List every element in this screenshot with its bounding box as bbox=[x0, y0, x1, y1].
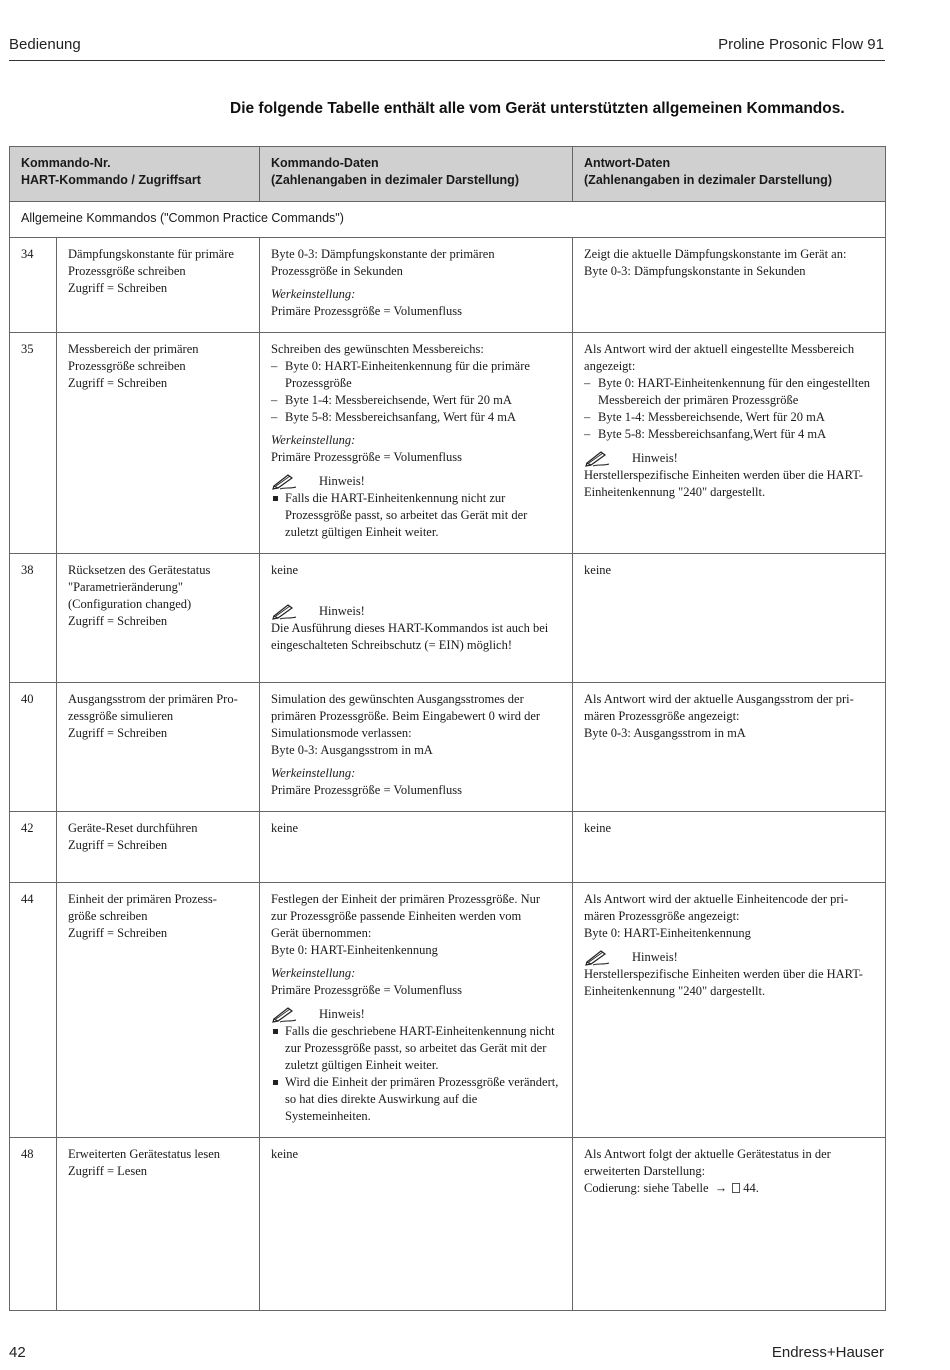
header-product-title: Proline Prosonic Flow 91 bbox=[718, 36, 884, 53]
text-line: mären Prozessgröße angezeigt: bbox=[584, 909, 740, 923]
column-header-line: (Zahlenangaben in dezimaler Darstellung) bbox=[584, 173, 832, 187]
note bbox=[271, 472, 562, 490]
command-description bbox=[57, 812, 260, 883]
reference-page-link[interactable]: 44. bbox=[743, 1181, 759, 1195]
note bbox=[584, 948, 875, 966]
list-item: – Byte 1-4: Messbereichsende, Wert für 20 mA bbox=[584, 409, 875, 426]
factory-setting-label: Werkeinstellung: bbox=[271, 766, 356, 780]
command-description bbox=[57, 1138, 260, 1311]
text-line: Zugriff = Schreiben bbox=[68, 614, 168, 628]
text-line: keine bbox=[271, 821, 299, 835]
answer-data bbox=[573, 554, 886, 683]
answer-data bbox=[573, 683, 886, 812]
command-number: 40 bbox=[10, 683, 57, 812]
page-icon bbox=[732, 1183, 740, 1193]
text-line: keine bbox=[584, 563, 612, 577]
text-line: Zugriff = Schreiben bbox=[68, 726, 168, 740]
table-row bbox=[10, 333, 886, 554]
factory-setting-value: Primäre Prozessgröße = Volumenfluss bbox=[271, 783, 462, 797]
text-line: Byte 0: HART-Einheitenkennung bbox=[271, 943, 438, 957]
command-number: 34 bbox=[10, 238, 57, 333]
list-item: Wird die Einheit der primären Prozessgröße verändert, so hat dies direkte Auswirkung auf die Systemeinheiten. bbox=[271, 1074, 562, 1125]
list-item: – Byte 5-8: Messbereichsanfang, Wert für 4 mA bbox=[271, 409, 562, 426]
text-line: Prozessgröße schreiben bbox=[68, 359, 186, 373]
command-data bbox=[260, 812, 573, 883]
command-data bbox=[260, 554, 573, 683]
note bbox=[584, 449, 875, 467]
column-header-line: Kommando-Daten bbox=[271, 156, 379, 170]
text-line: Byte 0-3: Dämpfungskonstante in Sekunden bbox=[584, 264, 806, 278]
text-line: Einheit der primären Prozess- bbox=[68, 892, 217, 906]
table-row bbox=[10, 683, 886, 812]
pencil-note-icon bbox=[271, 472, 299, 490]
note-list bbox=[271, 490, 562, 541]
text-line: Messbereich der primären bbox=[68, 342, 199, 356]
text-line: primären Prozessgröße. Beim Eingabewert 0 wird der bbox=[271, 709, 541, 723]
command-number: 48 bbox=[10, 1138, 57, 1311]
text-line: Prozessgröße in Sekunden bbox=[271, 264, 403, 278]
page-number: 42 bbox=[9, 1344, 26, 1361]
command-number: 38 bbox=[10, 554, 57, 683]
text-line: Byte 0-3: Dämpfungskonstante der primären bbox=[271, 247, 495, 261]
factory-setting-label: Werkeinstellung: bbox=[271, 966, 356, 980]
text-line: Festlegen der Einheit der primären Prozessgröße. Nur bbox=[271, 892, 541, 906]
note bbox=[271, 1005, 562, 1023]
intro-heading: Die folgende Tabelle enthält alle vom Gerät unterstützten allgemeinen Kommandos. bbox=[230, 100, 845, 117]
arrow-right-icon: → bbox=[714, 1181, 728, 1195]
text-line: Zugriff = Schreiben bbox=[68, 926, 168, 940]
text-line: Byte 0-3: Ausgangsstrom in mA bbox=[271, 743, 433, 757]
answer-data bbox=[573, 333, 886, 554]
table-row bbox=[10, 554, 886, 683]
factory-setting-label: Werkeinstellung: bbox=[271, 287, 356, 301]
list-item: Falls die geschriebene HART-Einheitenkennung nicht zur Prozessgröße passt, so arbeitet das Gerät mit der zuletzt gültigen Einheit weiter. bbox=[271, 1023, 562, 1074]
note-text: Herstellerspezifische Einheiten werden über die HART-Einheitenkennung "240" dargestellt. bbox=[584, 967, 863, 998]
table-row bbox=[10, 238, 886, 333]
text-line: Prozessgröße schreiben bbox=[68, 264, 186, 278]
command-number: 35 bbox=[10, 333, 57, 554]
text-line: mären Prozessgröße angezeigt: bbox=[584, 709, 740, 723]
command-data bbox=[260, 1138, 573, 1311]
text-line: Schreiben des gewünschten Messbereichs: bbox=[271, 342, 484, 356]
column-header-data bbox=[260, 147, 573, 202]
text-line: Als Antwort wird der aktuelle Ausgangsstrom der pri- bbox=[584, 692, 854, 706]
note-label: Hinweis! bbox=[632, 450, 678, 465]
text-line: keine bbox=[584, 821, 612, 835]
text-line: Erweiterten Gerätestatus lesen bbox=[68, 1147, 221, 1161]
table-header-row bbox=[10, 147, 886, 202]
table-row bbox=[10, 812, 886, 883]
note-label: Hinweis! bbox=[319, 603, 365, 618]
pencil-note-icon bbox=[584, 449, 612, 467]
command-number: 44 bbox=[10, 883, 57, 1138]
pencil-note-icon bbox=[271, 1005, 299, 1023]
command-data bbox=[260, 238, 573, 333]
list-item: – Byte 1-4: Messbereichsende, Wert für 20 mA bbox=[271, 392, 562, 409]
answer-data bbox=[573, 238, 886, 333]
answer-data bbox=[573, 812, 886, 883]
note-text: Die Ausführung dieses HART-Kommandos ist auch bei eingeschalteten Schreibschutz (= EIN) möglich! bbox=[271, 621, 549, 652]
text-line: Als Antwort wird der aktuelle Einheitencode der pri- bbox=[584, 892, 849, 906]
list-item: – Byte 5-8: Messbereichsanfang,Wert für 4 mA bbox=[584, 426, 875, 443]
text-line: größe schreiben bbox=[68, 909, 148, 923]
text-line: Als Antwort wird der aktuell eingestellte Messbereich angezeigt: bbox=[584, 342, 855, 373]
commands-table bbox=[9, 146, 886, 1311]
text-line: Ausgangsstrom der primären Pro- bbox=[68, 692, 238, 706]
note bbox=[271, 602, 562, 620]
text-line: Zeigt die aktuelle Dämpfungskonstante im Gerät an: bbox=[584, 247, 847, 261]
text-line: Byte 0: HART-Einheitenkennung bbox=[584, 926, 751, 940]
note-label: Hinweis! bbox=[319, 473, 365, 488]
brand-name: Endress+Hauser bbox=[771, 1344, 884, 1361]
text-line: Rücksetzen des Gerätestatus bbox=[68, 563, 211, 577]
command-number: 42 bbox=[10, 812, 57, 883]
text-line: Zugriff = Schreiben bbox=[68, 281, 168, 295]
text-line: zur Prozessgröße passende Einheiten werden vom bbox=[271, 909, 522, 923]
byte-list bbox=[584, 375, 875, 443]
column-header-line: HART-Kommando / Zugriffsart bbox=[21, 173, 201, 187]
header-section-title: Bedienung bbox=[9, 36, 81, 53]
page-reference bbox=[584, 1180, 875, 1197]
command-description bbox=[57, 883, 260, 1138]
column-header-answer bbox=[573, 147, 886, 202]
command-description bbox=[57, 683, 260, 812]
command-data bbox=[260, 883, 573, 1138]
text-line: Simulation des gewünschten Ausgangsstromes der bbox=[271, 692, 524, 706]
text-line: Geräte-Reset durchführen bbox=[68, 821, 198, 835]
text-line: Dämpfungskonstante für primäre bbox=[68, 247, 234, 261]
command-description bbox=[57, 554, 260, 683]
command-description bbox=[57, 333, 260, 554]
factory-setting-label: Werkeinstellung: bbox=[271, 433, 356, 447]
text-line: Zugriff = Schreiben bbox=[68, 376, 168, 390]
column-header-line: Antwort-Daten bbox=[584, 156, 671, 170]
column-header-line: Kommando-Nr. bbox=[21, 156, 111, 170]
header-divider bbox=[9, 60, 885, 61]
column-header-command bbox=[10, 147, 260, 202]
text-line: keine bbox=[271, 563, 299, 577]
answer-data bbox=[573, 883, 886, 1138]
command-data bbox=[260, 683, 573, 812]
list-item: – Byte 0: HART-Einheitenkennung für die primäre Prozessgröße bbox=[271, 358, 562, 392]
note-label: Hinweis! bbox=[319, 1006, 365, 1021]
text-line: zessgröße simulieren bbox=[68, 709, 174, 723]
factory-setting-value: Primäre Prozessgröße = Volumenfluss bbox=[271, 450, 462, 464]
section-row bbox=[10, 202, 886, 238]
note-list bbox=[271, 1023, 562, 1125]
note-text: Herstellerspezifische Einheiten werden über die HART-Einheitenkennung "240" dargestellt. bbox=[584, 468, 863, 499]
section-title: Allgemeine Kommandos ("Common Practice Commands") bbox=[10, 202, 886, 238]
column-header-line: (Zahlenangaben in dezimaler Darstellung) bbox=[271, 173, 519, 187]
text-line: Zugriff = Lesen bbox=[68, 1164, 148, 1178]
reference-text: Codierung: siehe Tabelle bbox=[584, 1181, 709, 1195]
factory-setting-value: Primäre Prozessgröße = Volumenfluss bbox=[271, 304, 462, 318]
byte-list bbox=[271, 358, 562, 426]
text-line: (Configuration changed) bbox=[68, 597, 192, 611]
text-line: "Parametrieränderung" bbox=[68, 580, 184, 594]
text-line: keine bbox=[271, 1147, 299, 1161]
command-description bbox=[57, 238, 260, 333]
table-row bbox=[10, 883, 886, 1138]
text-line: Zugriff = Schreiben bbox=[68, 838, 168, 852]
note-label: Hinweis! bbox=[632, 949, 678, 964]
pencil-note-icon bbox=[271, 602, 299, 620]
factory-setting-value: Primäre Prozessgröße = Volumenfluss bbox=[271, 983, 462, 997]
answer-data bbox=[573, 1138, 886, 1311]
text-line: erweiterten Darstellung: bbox=[584, 1164, 706, 1178]
list-item: – Byte 0: HART-Einheitenkennung für den eingestellten Messbereich der primären Prozessgröße bbox=[584, 375, 875, 409]
text-line: Als Antwort folgt der aktuelle Gerätestatus in der bbox=[584, 1147, 831, 1161]
text-line: Simulationsmode verlassen: bbox=[271, 726, 412, 740]
text-line: Gerät übernommen: bbox=[271, 926, 372, 940]
table-row bbox=[10, 1138, 886, 1311]
list-item: Falls die HART-Einheitenkennung nicht zur Prozessgröße passt, so arbeitet das Gerät mit der zuletzt gültigen Einheit weiter. bbox=[271, 490, 562, 541]
text-line: Byte 0-3: Ausgangsstrom in mA bbox=[584, 726, 746, 740]
pencil-note-icon bbox=[584, 948, 612, 966]
command-data bbox=[260, 333, 573, 554]
